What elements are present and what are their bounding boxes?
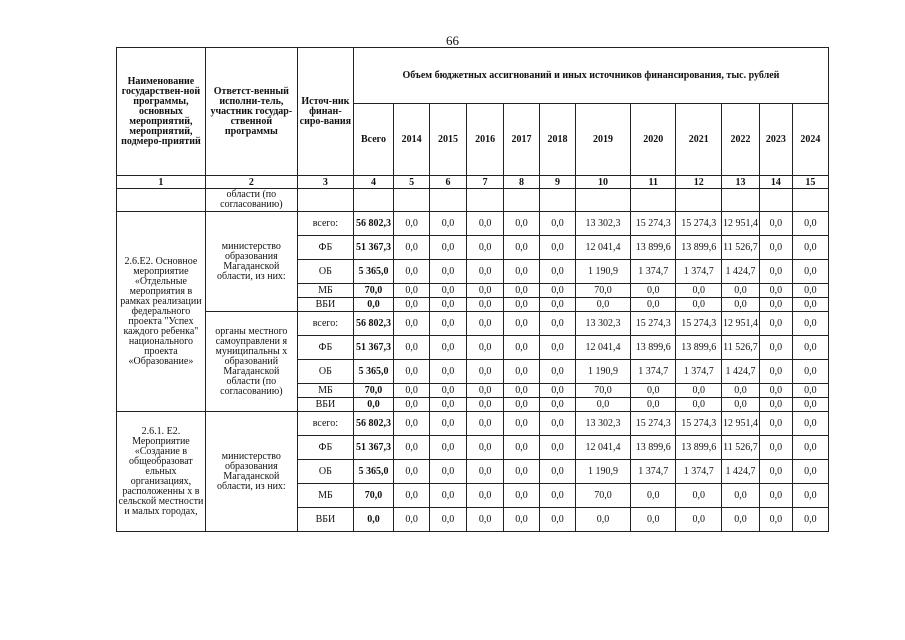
year-value-cell: 0,0 [504, 384, 540, 398]
year-value-cell: 0,0 [394, 260, 430, 284]
table-row [117, 412, 829, 436]
total-cell: 0,0 [353, 398, 393, 412]
year-value-cell: 0,0 [394, 360, 430, 384]
header-source-column: Источ-ник финан-сиро-вания [297, 48, 353, 176]
year-value-cell: 15 274,3 [676, 312, 721, 336]
year-value-cell: 0,0 [430, 508, 467, 532]
year-value-cell: 1 424,7 [721, 360, 759, 384]
year-value-cell: 70,0 [575, 384, 630, 398]
year-value-cell: 0,0 [394, 436, 430, 460]
year-value-cell: 0,0 [540, 236, 576, 260]
column-number-cell: 12 [676, 176, 721, 189]
year-value-cell: 0,0 [540, 460, 576, 484]
year-value-cell: 0,0 [394, 236, 430, 260]
funding-source-cell: ФБ [297, 436, 353, 460]
year-value-cell: 0,0 [760, 260, 793, 284]
year-value-cell: 0,0 [394, 212, 430, 236]
total-cell: 0,0 [353, 508, 393, 532]
year-value-cell: 0,0 [760, 412, 793, 436]
year-value-cell: 0,0 [430, 260, 467, 284]
total-cell: 56 802,3 [353, 412, 393, 436]
year-value-cell: 1 374,7 [630, 460, 675, 484]
year-value-cell: 1 374,7 [676, 360, 721, 384]
total-cell: 70,0 [353, 384, 393, 398]
year-value-cell: 12 951,4 [721, 412, 759, 436]
year-value-cell: 0,0 [504, 360, 540, 384]
header-name-column: Наименование государствен-ной программы, основных мероприятий, мероприятий, подмеро-приятий [117, 48, 206, 176]
year-value-cell: 1 424,7 [721, 460, 759, 484]
executor-cell: министерство образования Магаданской области, из них: [205, 412, 297, 532]
year-value-cell: 0,0 [760, 284, 793, 298]
column-number-cell: 5 [394, 176, 430, 189]
funding-source-cell: ОБ [297, 460, 353, 484]
year-value-cell: 13 899,6 [630, 336, 675, 360]
year-value-cell: 0,0 [676, 384, 721, 398]
year-value-cell: 13 302,3 [575, 212, 630, 236]
header-total-column: Всего [353, 104, 393, 176]
year-value-cell: 0,0 [504, 260, 540, 284]
year-value-cell: 15 274,3 [676, 212, 721, 236]
year-value-cell: 0,0 [792, 360, 828, 384]
header-year-2022: 2022 [721, 104, 759, 176]
total-cell: 56 802,3 [353, 312, 393, 336]
header-year-2018: 2018 [540, 104, 576, 176]
year-value-cell: 15 274,3 [630, 212, 675, 236]
year-value-cell: 13 899,6 [630, 436, 675, 460]
year-value-cell: 15 274,3 [630, 312, 675, 336]
header-year-2017: 2017 [504, 104, 540, 176]
funding-source-cell: ОБ [297, 260, 353, 284]
header-year-2016: 2016 [467, 104, 504, 176]
year-value-cell: 15 274,3 [676, 412, 721, 436]
header-executor-column: Ответст-венный исполни-тель, участник государ-ственной программы [205, 48, 297, 176]
header-year-2014: 2014 [394, 104, 430, 176]
year-value-cell: 0,0 [394, 312, 430, 336]
year-value-cell: 0,0 [760, 312, 793, 336]
continuation-row [117, 189, 829, 212]
year-value-cell: 0,0 [430, 412, 467, 436]
year-value-cell: 0,0 [676, 298, 721, 312]
year-value-cell: 0,0 [630, 284, 675, 298]
year-value-cell: 0,0 [394, 336, 430, 360]
year-value-cell: 0,0 [467, 384, 504, 398]
year-value-cell: 0,0 [630, 298, 675, 312]
total-cell: 51 367,3 [353, 336, 393, 360]
page-number: 66 [446, 33, 459, 48]
year-value-cell: 15 274,3 [630, 412, 675, 436]
funding-source-cell: всего: [297, 212, 353, 236]
year-value-cell: 0,0 [394, 412, 430, 436]
total-cell: 5 365,0 [353, 360, 393, 384]
header-year-2015: 2015 [430, 104, 467, 176]
year-value-cell: 0,0 [430, 298, 467, 312]
year-value-cell: 1 374,7 [676, 460, 721, 484]
year-value-cell: 0,0 [467, 436, 504, 460]
year-value-cell: 0,0 [792, 508, 828, 532]
year-value-cell: 0,0 [394, 384, 430, 398]
total-cell: 5 365,0 [353, 260, 393, 284]
year-value-cell: 0,0 [721, 384, 759, 398]
executor-cell: органы местного самоуправлени я муниципальны х образований Магаданской области (по согласованию) [205, 312, 297, 412]
year-value-cell: 0,0 [760, 236, 793, 260]
year-value-cell: 0,0 [792, 298, 828, 312]
year-value-cell: 0,0 [504, 508, 540, 532]
year-value-cell: 0,0 [504, 212, 540, 236]
budget-table [116, 47, 829, 532]
year-value-cell: 0,0 [504, 298, 540, 312]
year-value-cell: 12 041,4 [575, 336, 630, 360]
year-value-cell: 0,0 [792, 460, 828, 484]
year-value-cell: 0,0 [792, 384, 828, 398]
year-value-cell: 0,0 [540, 508, 576, 532]
year-value-cell: 0,0 [504, 312, 540, 336]
year-value-cell: 0,0 [792, 284, 828, 298]
year-value-cell: 11 526,7 [721, 236, 759, 260]
column-number-cell: 3 [297, 176, 353, 189]
year-value-cell: 1 374,7 [630, 260, 675, 284]
header-year-2021: 2021 [676, 104, 721, 176]
year-value-cell: 0,0 [430, 336, 467, 360]
funding-source-cell: МБ [297, 384, 353, 398]
total-cell: 5 365,0 [353, 460, 393, 484]
year-value-cell: 0,0 [504, 236, 540, 260]
year-value-cell: 0,0 [792, 412, 828, 436]
year-value-cell: 0,0 [540, 484, 576, 508]
year-value-cell: 1 374,7 [630, 360, 675, 384]
total-cell: 70,0 [353, 284, 393, 298]
year-value-cell: 0,0 [721, 508, 759, 532]
year-value-cell: 0,0 [467, 398, 504, 412]
year-value-cell: 0,0 [540, 384, 576, 398]
year-value-cell: 70,0 [575, 484, 630, 508]
table-row [117, 212, 829, 236]
year-value-cell: 0,0 [430, 398, 467, 412]
funding-source-cell: всего: [297, 312, 353, 336]
year-value-cell: 0,0 [540, 312, 576, 336]
year-value-cell: 0,0 [792, 398, 828, 412]
year-value-cell: 0,0 [504, 436, 540, 460]
year-value-cell: 1 190,9 [575, 260, 630, 284]
funding-source-cell: ВБИ [297, 298, 353, 312]
year-value-cell: 0,0 [575, 508, 630, 532]
year-value-cell: 12 951,4 [721, 212, 759, 236]
table-row [117, 312, 829, 336]
year-value-cell: 0,0 [504, 336, 540, 360]
header-year-2024: 2024 [792, 104, 828, 176]
year-value-cell: 0,0 [430, 436, 467, 460]
year-value-cell: 0,0 [792, 212, 828, 236]
executor-cell: министерство образования Магаданской области, из них: [205, 212, 297, 312]
continuation-executor-cell: области (по согласованию) [205, 189, 297, 212]
year-value-cell: 0,0 [394, 398, 430, 412]
column-numbers-row [117, 176, 829, 189]
year-value-cell: 0,0 [721, 398, 759, 412]
column-number-cell: 1 [117, 176, 206, 189]
year-value-cell: 0,0 [792, 436, 828, 460]
year-value-cell: 0,0 [540, 284, 576, 298]
year-value-cell: 0,0 [467, 508, 504, 532]
year-value-cell: 1 374,7 [676, 260, 721, 284]
column-number-cell: 8 [504, 176, 540, 189]
year-value-cell: 0,0 [430, 384, 467, 398]
year-value-cell: 11 526,7 [721, 436, 759, 460]
year-value-cell: 0,0 [540, 360, 576, 384]
year-value-cell: 0,0 [467, 312, 504, 336]
year-value-cell: 11 526,7 [721, 336, 759, 360]
year-value-cell: 0,0 [504, 484, 540, 508]
year-value-cell: 13 899,6 [676, 336, 721, 360]
year-value-cell: 0,0 [630, 484, 675, 508]
year-value-cell: 13 302,3 [575, 412, 630, 436]
year-value-cell: 0,0 [760, 398, 793, 412]
funding-source-cell: ФБ [297, 236, 353, 260]
year-value-cell: 0,0 [792, 312, 828, 336]
header-year-2023: 2023 [760, 104, 793, 176]
year-value-cell: 13 302,3 [575, 312, 630, 336]
year-value-cell: 0,0 [504, 412, 540, 436]
year-value-cell: 0,0 [676, 398, 721, 412]
year-value-cell: 0,0 [430, 484, 467, 508]
year-value-cell: 0,0 [760, 212, 793, 236]
year-value-cell: 0,0 [430, 236, 467, 260]
year-value-cell: 13 899,6 [630, 236, 675, 260]
year-value-cell: 0,0 [467, 298, 504, 312]
year-value-cell: 0,0 [394, 508, 430, 532]
year-value-cell: 0,0 [540, 212, 576, 236]
year-value-cell: 0,0 [540, 412, 576, 436]
year-value-cell: 0,0 [504, 398, 540, 412]
continuation-name-cell [117, 189, 206, 212]
year-value-cell: 1 190,9 [575, 460, 630, 484]
year-value-cell: 0,0 [430, 284, 467, 298]
activity-name-cell: 2.6.1. Е2. Мероприятие «Создание в общеобразоват ельных организациях, расположенны х в сельской местности и малых городах, [117, 412, 206, 532]
year-value-cell: 0,0 [467, 284, 504, 298]
year-value-cell: 0,0 [760, 360, 793, 384]
year-value-cell: 0,0 [792, 236, 828, 260]
year-value-cell: 0,0 [430, 212, 467, 236]
year-value-cell: 0,0 [540, 336, 576, 360]
total-cell: 51 367,3 [353, 436, 393, 460]
year-value-cell: 0,0 [575, 398, 630, 412]
year-value-cell: 0,0 [467, 336, 504, 360]
year-value-cell: 0,0 [630, 384, 675, 398]
year-value-cell: 1 424,7 [721, 260, 759, 284]
year-value-cell: 0,0 [504, 460, 540, 484]
year-value-cell: 0,0 [430, 460, 467, 484]
year-value-cell: 0,0 [575, 298, 630, 312]
year-value-cell: 0,0 [792, 336, 828, 360]
header-year-2020: 2020 [630, 104, 675, 176]
year-value-cell: 70,0 [575, 284, 630, 298]
funding-source-cell: ОБ [297, 360, 353, 384]
year-value-cell: 0,0 [430, 360, 467, 384]
year-value-cell: 0,0 [394, 460, 430, 484]
year-value-cell: 0,0 [792, 260, 828, 284]
activity-name-cell: 2.6.Е2. Основное мероприятие «Отдельные мероприятия в рамках реализации федерального проекта "Успех каждого ребенка" национального проекта «Образование» [117, 212, 206, 412]
year-value-cell: 0,0 [540, 260, 576, 284]
year-value-cell: 1 190,9 [575, 360, 630, 384]
year-value-cell: 0,0 [394, 284, 430, 298]
year-value-cell: 0,0 [760, 508, 793, 532]
total-cell: 56 802,3 [353, 212, 393, 236]
year-value-cell: 0,0 [467, 360, 504, 384]
year-value-cell: 0,0 [394, 298, 430, 312]
year-value-cell: 0,0 [760, 384, 793, 398]
total-cell: 0,0 [353, 298, 393, 312]
year-value-cell: 0,0 [721, 298, 759, 312]
year-value-cell: 0,0 [792, 484, 828, 508]
column-number-cell: 11 [630, 176, 675, 189]
funding-source-cell: ФБ [297, 336, 353, 360]
funding-source-cell: МБ [297, 484, 353, 508]
funding-source-cell: ВБИ [297, 508, 353, 532]
year-value-cell: 0,0 [760, 484, 793, 508]
year-value-cell: 0,0 [467, 412, 504, 436]
funding-source-cell: всего: [297, 412, 353, 436]
funding-source-cell: МБ [297, 284, 353, 298]
column-number-cell: 13 [721, 176, 759, 189]
year-value-cell: 0,0 [630, 398, 675, 412]
year-value-cell: 0,0 [467, 236, 504, 260]
year-value-cell: 0,0 [430, 312, 467, 336]
year-value-cell: 0,0 [467, 484, 504, 508]
year-value-cell: 0,0 [540, 298, 576, 312]
year-value-cell: 0,0 [467, 460, 504, 484]
total-cell: 70,0 [353, 484, 393, 508]
year-value-cell: 0,0 [504, 284, 540, 298]
year-value-cell: 0,0 [676, 284, 721, 298]
column-number-cell: 6 [430, 176, 467, 189]
year-value-cell: 0,0 [760, 298, 793, 312]
column-number-cell: 2 [205, 176, 297, 189]
column-number-cell: 15 [792, 176, 828, 189]
year-value-cell: 12 041,4 [575, 236, 630, 260]
year-value-cell: 0,0 [467, 212, 504, 236]
column-number-cell: 7 [467, 176, 504, 189]
column-number-cell: 14 [760, 176, 793, 189]
column-number-cell: 4 [353, 176, 393, 189]
year-value-cell: 0,0 [721, 284, 759, 298]
year-value-cell: 0,0 [760, 336, 793, 360]
year-value-cell: 0,0 [467, 260, 504, 284]
year-value-cell: 0,0 [721, 484, 759, 508]
year-value-cell: 0,0 [676, 508, 721, 532]
year-value-cell: 0,0 [760, 460, 793, 484]
funding-source-cell: ВБИ [297, 398, 353, 412]
year-value-cell: 12 041,4 [575, 436, 630, 460]
year-value-cell: 0,0 [630, 508, 675, 532]
year-value-cell: 0,0 [760, 436, 793, 460]
header-budget-volume: Объем бюджетных ассигнований и иных источников финансирования, тыс. рублей [353, 48, 828, 104]
year-value-cell: 13 899,6 [676, 236, 721, 260]
total-cell: 51 367,3 [353, 236, 393, 260]
header-year-2019: 2019 [575, 104, 630, 176]
column-number-cell: 10 [575, 176, 630, 189]
year-value-cell: 12 951,4 [721, 312, 759, 336]
table-body [117, 189, 829, 532]
year-value-cell: 0,0 [676, 484, 721, 508]
year-value-cell: 0,0 [394, 484, 430, 508]
column-number-cell: 9 [540, 176, 576, 189]
year-value-cell: 0,0 [540, 436, 576, 460]
year-value-cell: 13 899,6 [676, 436, 721, 460]
year-value-cell: 0,0 [540, 398, 576, 412]
table-header [117, 48, 829, 189]
